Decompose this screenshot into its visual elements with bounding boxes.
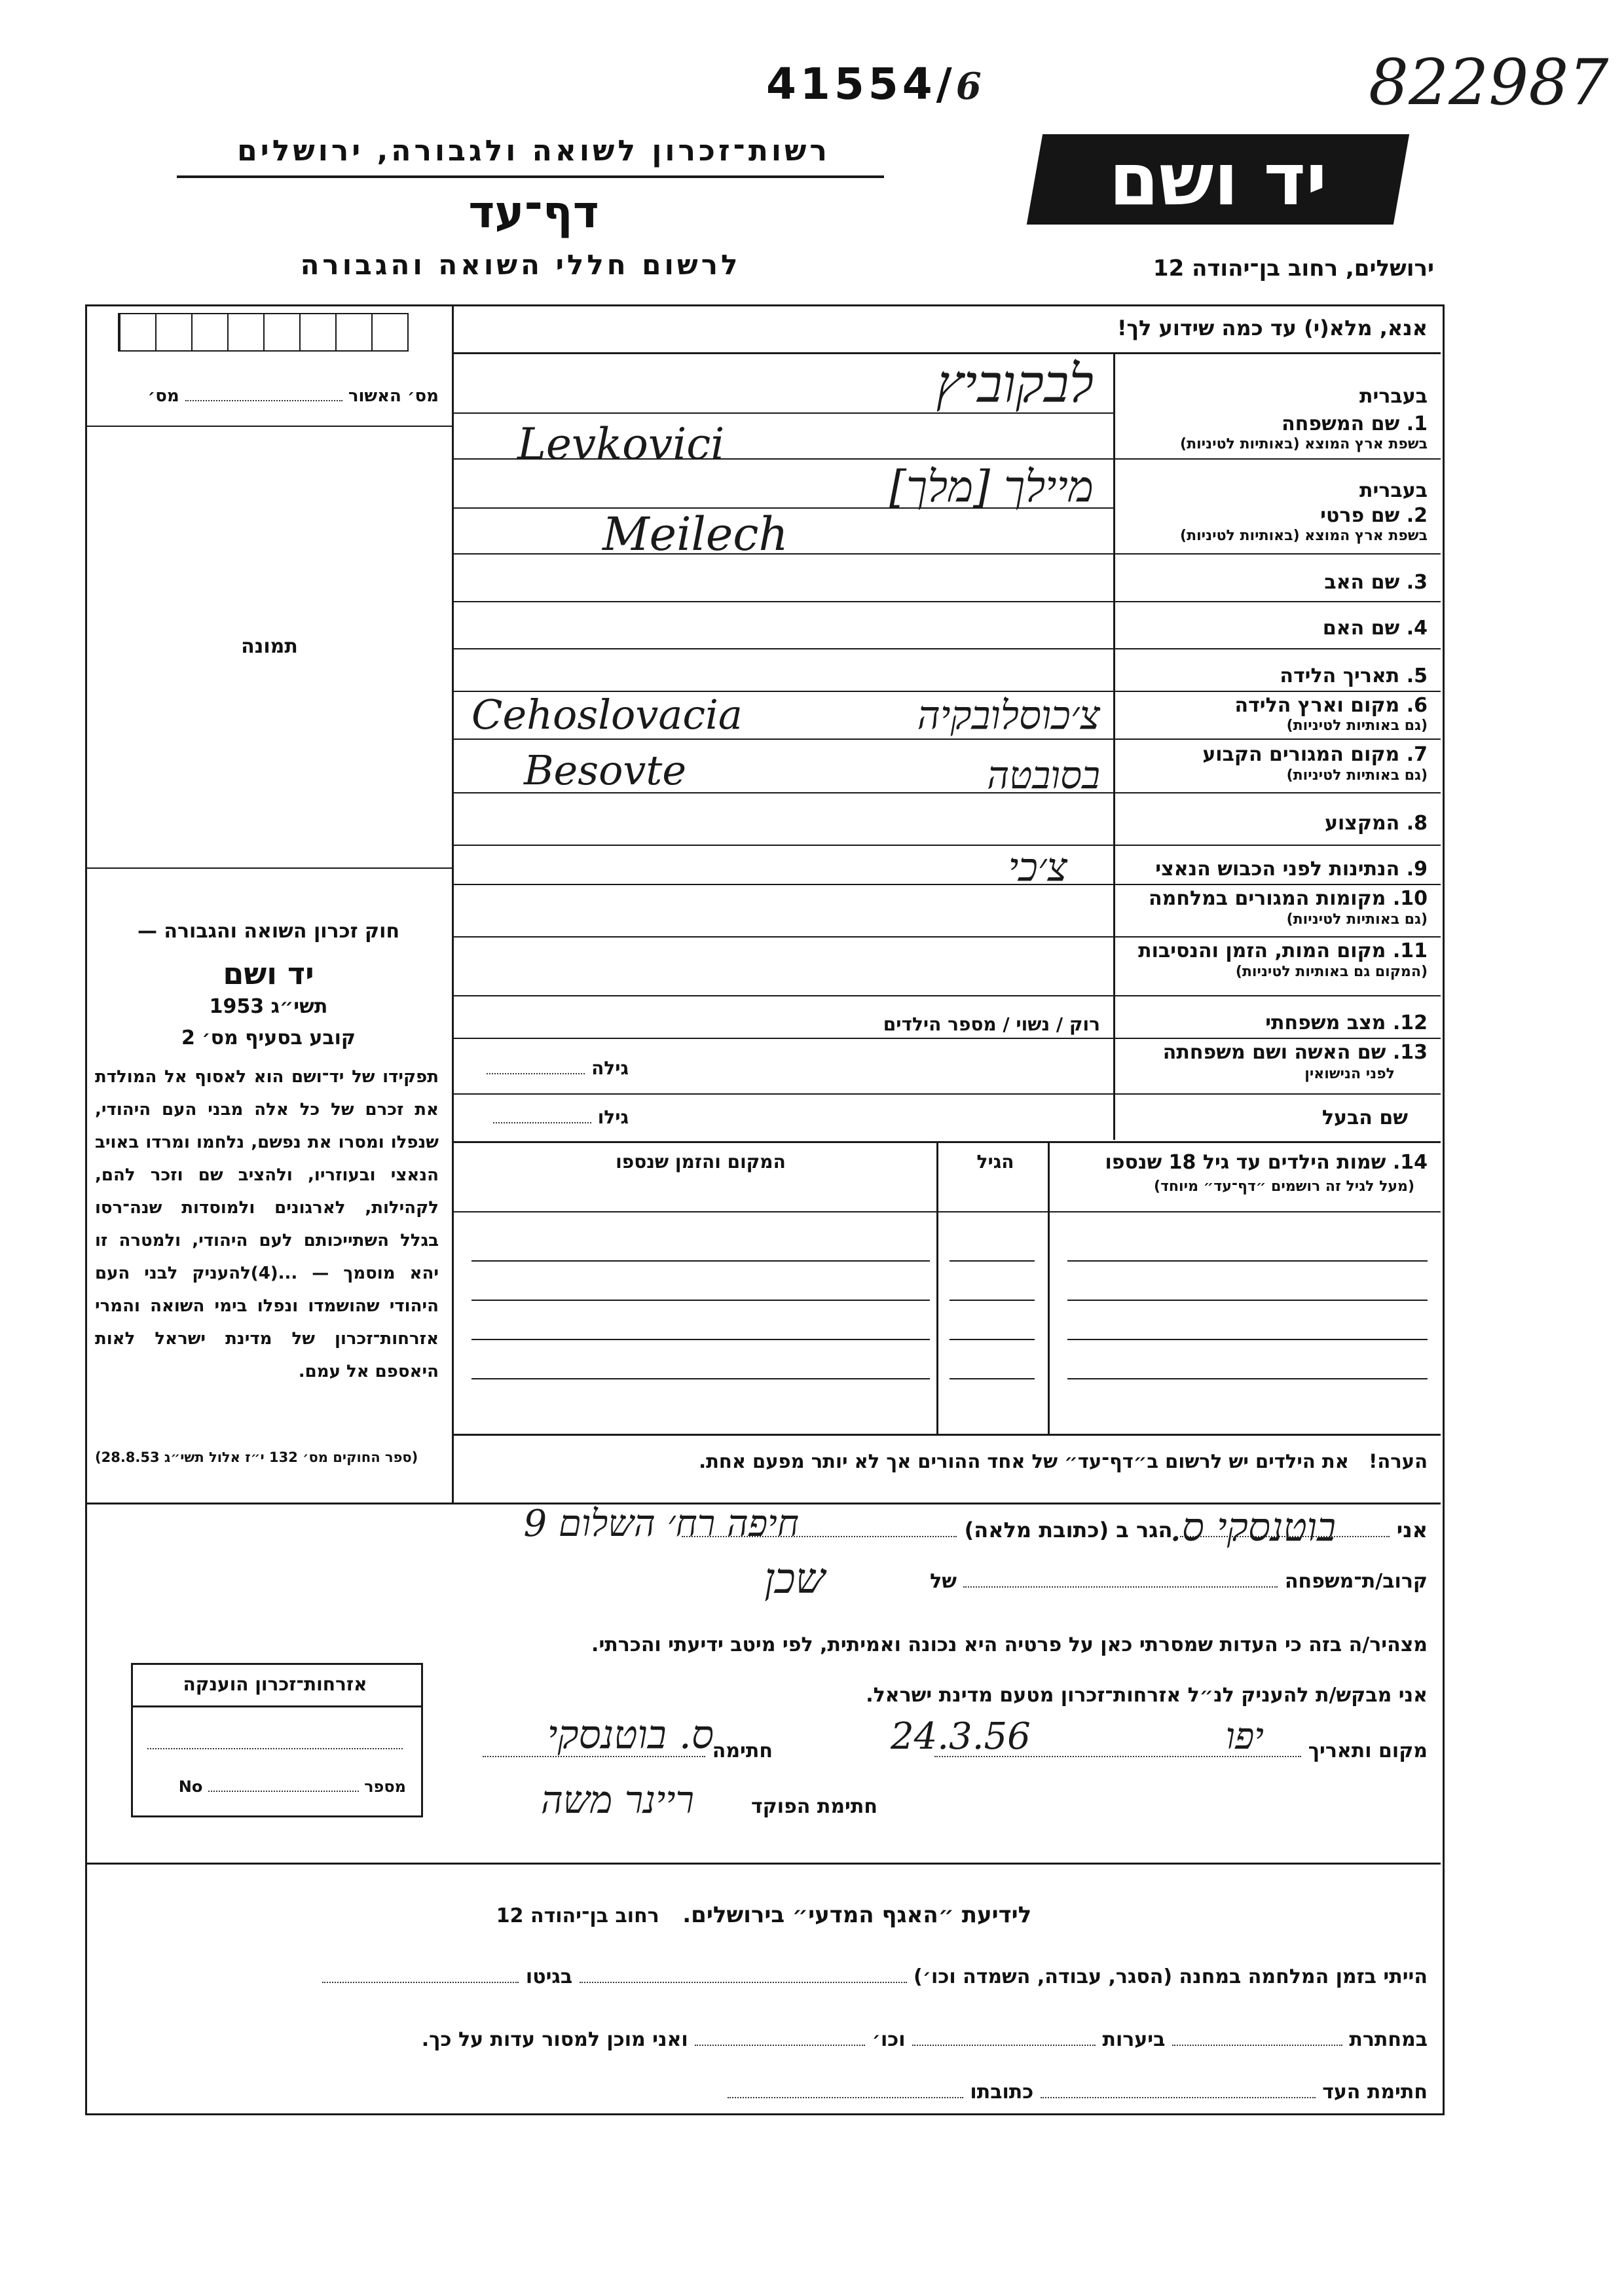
field-6-label: 6. מקום וארץ הלידה [1234, 694, 1428, 717]
field-2-label: 2. שם פרטי [1320, 504, 1428, 527]
first-name-latin: Meilech [602, 507, 788, 561]
marital-options: רוק / נשוי / מספר הילדים [883, 1013, 1100, 1035]
field-1-hebrew: בעברית [1359, 385, 1428, 408]
decl-statement: מצהיר/ה בזה כי העדות שמסרתי כאן על פרטיה היא נכונה ואמיתית, לפי מיטב ידיעתי והכרתי. [591, 1633, 1428, 1656]
approval-boxes[interactable] [118, 313, 409, 352]
corner-number: 822987 [1369, 46, 1609, 119]
field-14-label: 14. שמות הילדים עד גיל 18 שנספו [1105, 1151, 1428, 1174]
field-8-label: 8. המקצוע [1324, 812, 1428, 835]
field-10-latin: (גם באותיות לטיניות) [1286, 911, 1428, 928]
field-5-label: 5. תאריך הלידה [1280, 665, 1428, 687]
witness-name: בוטנסקי ס. [1169, 1504, 1336, 1550]
remark: הערה! את הילדים יש לרשום ב״דף־עד״ של אחד ההורים אך לא יותר מפעם אחת. [699, 1450, 1428, 1472]
citizenship-number: מספר No [178, 1777, 406, 1796]
citizenship-value: צ׳כי [1008, 845, 1067, 890]
first-name-hebrew: מיילך [מלך] [889, 462, 1094, 512]
witness-address: חיפה רח׳ השלום 9 [523, 1503, 799, 1545]
footer-line-2: במחתרת ביערות וכו׳ ואני מוכן למסור עדות על כך. [421, 2028, 1428, 2051]
field-4-label: 4. שם האם [1322, 617, 1428, 640]
place-value: יפו [1225, 1715, 1264, 1758]
field-12-label: 12. מצב משפחתי [1265, 1011, 1428, 1034]
birthplace-hebrew: צ׳כוסלובקיה [917, 693, 1100, 738]
col-place-time: המקום והזמן שנספו [616, 1151, 786, 1173]
form-subtitle: לרשום חללי השואה והגבורה [300, 249, 741, 281]
col-age: הגיל [976, 1151, 1014, 1173]
family-name-hebrew: לבקוביץ [936, 354, 1094, 414]
field-2-hebrew: בעברית [1359, 479, 1428, 502]
residence-hebrew: בסובטה [987, 753, 1100, 797]
husband-label: שם הבעל [1321, 1106, 1408, 1129]
field-7-label: 7. מקום המגורים הקבוע [1202, 743, 1428, 766]
wife-age-label: גילה [458, 1057, 629, 1079]
citizenship-box-title: אזרחות־זכרון הוענקה [183, 1673, 367, 1695]
field-11-label: 11. מקום המות, הזמן והנסיבות [1138, 939, 1428, 962]
stamp-number: 41554/6 [766, 59, 986, 109]
footer-notice: לידיעת ״האגף המדעי״ בירושלים. רחוב בן־יהודה 12 [496, 1902, 1032, 1928]
authority-line: רשות־זכרון לשואה ולגבורה, ירושלים [237, 134, 830, 168]
husband-age-label: גילו [458, 1106, 629, 1128]
officer-label: חתימת הפוקד [751, 1795, 877, 1818]
witness-signature: ס. בוטנסקי [547, 1712, 714, 1758]
residence-latin: Besovte [524, 746, 687, 794]
field-11-note: (המקום גם באותיות לטיניות) [1235, 964, 1428, 980]
photo-label: תמונה [241, 635, 298, 658]
field-1-label: 1. שם המשפחה [1282, 412, 1428, 435]
law-clause: קובע בסעיף מס׳ 2 [181, 1027, 356, 1049]
date-value: 24.3.56 [891, 1715, 1031, 1758]
family-name-latin: Levkovici [517, 419, 725, 469]
place-date-label: מקום ותאריך [773, 1740, 1428, 1762]
form-title: דף־עד [468, 187, 599, 238]
field-10-label: 10. מקומות המגורים במלחמה [1149, 887, 1428, 910]
field-1-origin: בשפת ארץ המוצא (באותיות לטיניות) [1180, 436, 1428, 452]
law-body: תפקידו של יד־ושם הוא לאסוף אל המולדת את זכרם של כל אלה מבני העם היהודי, שנפלו ומסרו את נפשם, נלחמו ומרדו באויב הנאצי ובעוזריו, ולהציב שם וזכר להם, לקהילות, לארגונים ולמוסדות שנה־רסו בגלל השתייכותם לעם היהודי, ולמטרה זו יהא מוסמך — ...(4)להעניק לבני העם היהודי שהושמדו ונפלו בימי השואה והמרי אזרחות־זכרון של מדינת ישראל לאות היאספם אל עמם. [95, 1067, 439, 1381]
field-13-label: 13. שם האשה ושם משפחתה [1162, 1041, 1428, 1064]
decl-request: אני מבקש/ת להעניק לנ״ל אזרחות־זכרון מטעם מדינת ישראל. [866, 1684, 1428, 1707]
children-note: (מעל לגיל זה רושמים ״דף־עד״ מיוחד) [1153, 1178, 1414, 1195]
field-7-latin: (גם באותיות לטיניות) [1286, 767, 1428, 784]
law-year: תשי״ג 1953 [209, 995, 328, 1018]
field-13-note: לפני הנישואין [1304, 1066, 1395, 1082]
field-2-origin: בשפת ארץ המוצא (באותיות לטיניות) [1180, 528, 1428, 544]
decl-line-1: אני הגר ב (כתובת מלאה) [458, 1518, 1428, 1542]
law-source: (ספר החוקים מס׳ 132 י״ז אלול תשי״ג 28.8.53) [95, 1449, 418, 1465]
law-title: חוק זכרון השואה והגבורה — [137, 920, 400, 943]
decl-line-2: קרוב/ת־משפחה של [930, 1570, 1428, 1593]
officer-signature: ריינר משה [540, 1777, 694, 1822]
signature-label: חתימה [458, 1740, 773, 1762]
birthplace-latin: Cehoslovacia [471, 691, 743, 738]
logo-text: יד ושם [1109, 137, 1327, 221]
header-address: ירושלים, רחוב בן־יהודה 12 [1153, 255, 1434, 282]
footer-line-1: הייתי בזמן המלחמה במחנה (הסגר, עבודה, השמדה וכו׳) בגיטו [105, 1965, 1428, 1988]
relation-value: שכן [764, 1555, 825, 1603]
law-name: יד ושם [223, 956, 314, 991]
field-3-label: 3. שם האב [1324, 571, 1428, 594]
instruction: אנא, מלא(י) עד כמה שידוע לך! [1116, 316, 1428, 340]
approval-label: מס׳ האשור מס׳ [147, 386, 439, 406]
field-6-latin: (גם באותיות לטיניות) [1286, 718, 1428, 734]
footer-line-3: חתימת העד כתובתו [458, 2081, 1428, 2104]
field-9-label: 9. הנתינות לפני הכבוש הנאצי [1155, 858, 1428, 881]
